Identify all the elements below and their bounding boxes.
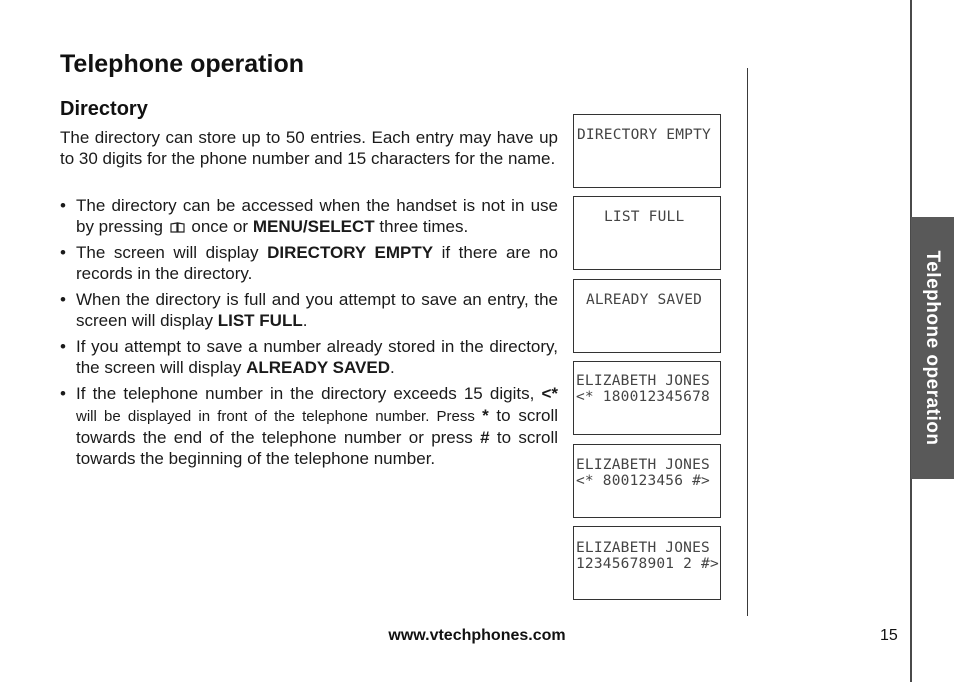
lcd-screen-list-full: [573, 196, 721, 270]
bullet-text: will be displayed in front of the telephone number. Press: [76, 408, 483, 425]
lcd-screen-entry-end: [573, 526, 721, 600]
bullet-dot: •: [60, 337, 66, 356]
lcd-line-2: 12345678901 2 #>: [576, 556, 719, 572]
bullet-text: When the directory is full and you attempt to save an entry, the screen will display: [76, 290, 558, 330]
lcd-line-1: DIRECTORY EMPTY: [577, 127, 711, 143]
bullet-text: The directory can be accessed when the handset is not in use by pressing: [76, 196, 558, 236]
bullet-already-saved: [60, 336, 558, 378]
page-title: Telephone operation: [60, 50, 304, 78]
bullet-dot: •: [60, 384, 66, 403]
bullet-text: to scroll towards the end of the telephone number or press: [76, 406, 558, 447]
phonebook-icon: [170, 222, 185, 233]
lcd-line-1: ELIZABETH JONES: [576, 457, 710, 473]
lcd-screen-already-saved: [573, 279, 721, 353]
column-divider: [747, 68, 748, 616]
bullet-dot: •: [60, 196, 66, 215]
bullet-list: [60, 195, 558, 474]
pound-key: #: [480, 428, 490, 447]
list-full-term: LIST FULL: [217, 311, 303, 330]
bullet-access: [60, 195, 558, 237]
scroll-indicator-symbol: <*: [541, 384, 558, 403]
bullet-long-number: [60, 383, 558, 469]
bullet-list-full: [60, 289, 558, 331]
bullet-text: If you attempt to save a number already stored in the directory, the screen will display: [76, 337, 558, 377]
bullet-text: if there are no records in the directory.: [76, 243, 559, 283]
bullet-text: three times.: [374, 217, 469, 236]
directory-empty-term: DIRECTORY EMPTY: [267, 243, 434, 262]
lcd-screen-directory-empty: [573, 114, 721, 188]
bullet-text: The screen will display: [76, 243, 268, 262]
bullet-text: to scroll towards the beginning of the telephone number.: [76, 428, 558, 468]
menu-select-key: MENU/SELECT: [252, 217, 375, 236]
bullet-text: .: [389, 358, 395, 377]
chapter-side-tab: [911, 217, 954, 479]
page-number: 15: [880, 627, 898, 644]
intro-paragraph: The directory can store up to 50 entries. Each entry may have up to 30 digits for the phone number and 15 characters for the name.: [60, 128, 558, 168]
lcd-line-1: ELIZABETH JONES: [576, 373, 710, 389]
footer-url: www.vtechphones.com: [388, 627, 566, 644]
bullet-text: once or: [186, 217, 253, 236]
bullet-dot: •: [60, 290, 66, 309]
lcd-line-1: ELIZABETH JONES: [576, 540, 710, 556]
already-saved-term: ALREADY SAVED: [246, 358, 390, 377]
bullet-text: If the telephone number in the directory exceeds 15 digits,: [76, 384, 542, 403]
lcd-screen-entry-middle: [573, 444, 721, 518]
bullet-directory-empty: [60, 242, 558, 284]
star-key: *: [482, 406, 489, 425]
lcd-line-1: LIST FULL: [604, 209, 685, 225]
section-heading: Directory: [60, 98, 148, 120]
lcd-line-2: <* 180012345678: [576, 389, 710, 405]
lcd-screen-entry-start: [573, 361, 721, 435]
lcd-line-1: ALREADY SAVED: [586, 292, 703, 308]
side-tab-label: Telephone operation: [922, 250, 943, 446]
bullet-dot: •: [60, 243, 66, 262]
bullet-text: .: [302, 311, 308, 330]
lcd-line-2: <* 800123456 #>: [576, 473, 710, 489]
